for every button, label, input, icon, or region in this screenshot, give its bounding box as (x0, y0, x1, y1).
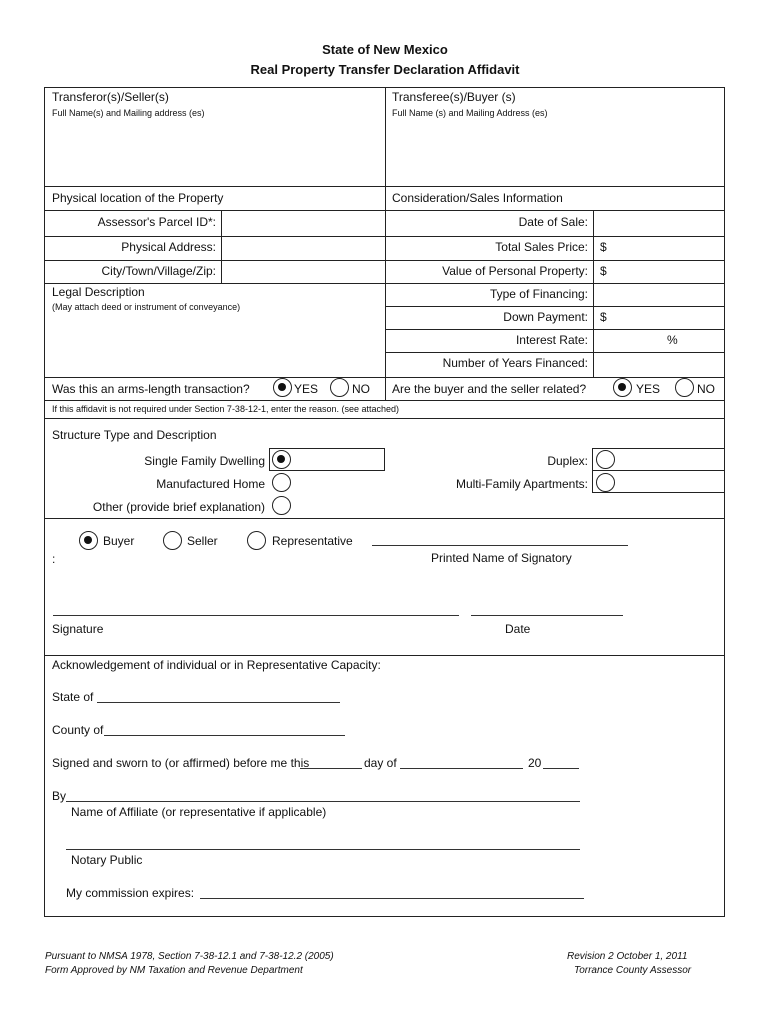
financing-type-label: Type of Financing: (489, 287, 588, 301)
seller-subtitle: Full Name(s) and Mailing address (es) (52, 108, 205, 118)
exemption-note: If this affidavit is not required under Section 7-38-12-1, enter the reason. (see attached) (52, 404, 400, 414)
county-of-label: County of (52, 723, 104, 737)
date-label: Date (505, 622, 531, 636)
sworn-year-field[interactable] (543, 768, 579, 769)
state-of-label: State of (52, 690, 94, 704)
financing-type-field[interactable] (595, 285, 723, 305)
related-no-radio[interactable] (675, 378, 694, 397)
radio-dot (84, 536, 92, 544)
total-sales-price-field[interactable]: $ (600, 240, 607, 254)
by-label: By (52, 789, 67, 803)
state-of-field[interactable] (97, 702, 340, 703)
divider (44, 210, 385, 211)
parcel-id-label: Assessor's Parcel ID*: (97, 215, 216, 229)
arms-length-yes-label: YES (294, 382, 319, 396)
arms-length-no-label: NO (352, 382, 370, 396)
related-yes-radio[interactable] (613, 378, 632, 397)
buyer-label: Buyer (103, 534, 135, 548)
legal-description-title: Legal Description (52, 285, 145, 299)
footer-approval: Form Approved by NM Taxation and Revenue Department (45, 965, 303, 976)
seller-label: Seller (187, 534, 218, 548)
printed-name-field[interactable] (372, 545, 628, 546)
down-payment-label: Down Payment: (503, 310, 588, 324)
commission-expires-field[interactable] (200, 898, 584, 899)
affiliate-label: Name of Affiliate (or representative if applicable) (71, 805, 327, 819)
duplex-label: Duplex: (547, 454, 588, 468)
interest-rate-label: Interest Rate: (515, 333, 588, 347)
divider (385, 260, 725, 261)
seller-title: Transferor(s)/Seller(s) (52, 90, 169, 104)
radio-dot (277, 455, 285, 463)
form-title: Real Property Transfer Declaration Affidavit (250, 62, 520, 77)
buyer-field[interactable] (387, 122, 723, 184)
printed-name-label: Printed Name of Signatory (431, 551, 572, 565)
arms-length-yes-radio[interactable] (273, 378, 292, 397)
years-financed-label: Number of Years Financed: (442, 356, 588, 370)
notary-public-field[interactable] (66, 849, 580, 850)
physical-address-field[interactable] (223, 238, 383, 259)
acknowledgement-text: Acknowledgement of individual or in Representative Capacity: (52, 658, 381, 672)
footer-statute: Pursuant to NMSA 1978, Section 7-38-12.1 and 7-38-12.2 (2005) (45, 951, 334, 962)
other-structure-radio[interactable] (272, 496, 291, 515)
representative-label: Representative (272, 534, 353, 548)
city-zip-field[interactable] (223, 262, 383, 282)
sworn-year-prefix: 20 (528, 756, 542, 770)
interest-rate-field[interactable]: % (667, 333, 678, 347)
date-of-sale-field[interactable] (595, 212, 723, 234)
single-family-radio[interactable] (272, 450, 291, 469)
arms-length-no-radio[interactable] (330, 378, 349, 397)
county-of-field[interactable] (104, 735, 345, 736)
physical-address-label: Physical Address: (121, 240, 216, 254)
signature-label: Signature (52, 622, 104, 636)
multi-family-label: Multi-Family Apartments: (455, 477, 588, 491)
manufactured-home-label: Manufactured Home (156, 477, 265, 491)
related-no-label: NO (697, 382, 715, 396)
divider (44, 236, 385, 237)
date-field[interactable] (471, 615, 623, 616)
divider (44, 418, 725, 419)
multi-family-radio[interactable] (596, 473, 615, 492)
footer-assessor: Torrance County Assessor (574, 965, 692, 976)
property-header: Physical location of the Property (52, 191, 224, 205)
buyer-subtitle: Full Name (s) and Mailing Address (es) (392, 108, 548, 118)
signatory-colon: : (52, 552, 56, 566)
legal-description-field[interactable] (46, 316, 383, 374)
years-financed-field[interactable] (595, 354, 723, 376)
sales-header: Consideration/Sales Information (392, 191, 563, 205)
commission-expires-label: My commission expires: (66, 886, 195, 900)
affiliate-field[interactable] (66, 801, 580, 802)
other-structure-label: Other (provide brief explanation) (92, 500, 265, 514)
seller-radio[interactable] (163, 531, 182, 550)
buyer-radio[interactable] (79, 531, 98, 550)
divider (385, 352, 725, 353)
divider (385, 87, 386, 400)
personal-property-label: Value of Personal Property: (442, 264, 588, 278)
radio-dot (618, 383, 626, 391)
buyer-title: Transferee(s)/Buyer (s) (392, 90, 516, 104)
signature-field[interactable] (53, 615, 459, 616)
representative-radio[interactable] (247, 531, 266, 550)
divider (44, 400, 725, 401)
sworn-text: Signed and sworn to (or affirmed) before me this (52, 756, 310, 770)
divider (385, 283, 725, 284)
radio-dot (278, 383, 286, 391)
divider (385, 236, 725, 237)
footer-revision: Revision 2 October 1, 2011 (567, 951, 688, 962)
date-of-sale-label: Date of Sale: (518, 215, 588, 229)
divider (44, 283, 385, 284)
down-payment-field[interactable]: $ (600, 310, 607, 324)
total-sales-price-label: Total Sales Price: (495, 240, 588, 254)
sworn-day-field[interactable] (300, 768, 362, 769)
arms-length-question: Was this an arms-length transaction? (52, 382, 250, 396)
personal-property-field[interactable]: $ (600, 264, 607, 278)
divider (44, 655, 725, 656)
duplex-radio[interactable] (596, 450, 615, 469)
notary-public-label: Notary Public (71, 853, 143, 867)
parcel-id-field[interactable] (223, 212, 383, 234)
legal-description-subtitle: (May attach deed or instrument of conveyance) (52, 302, 241, 312)
city-zip-label: City/Town/Village/Zip: (101, 264, 216, 278)
divider (385, 210, 725, 211)
sworn-day-of-text: day of (364, 756, 397, 770)
divider (593, 210, 594, 377)
manufactured-home-radio[interactable] (272, 473, 291, 492)
sworn-month-field[interactable] (400, 768, 523, 769)
seller-field[interactable] (46, 122, 383, 184)
form-title-state: State of New Mexico (322, 42, 448, 57)
divider (44, 518, 725, 519)
divider (44, 260, 385, 261)
divider (385, 329, 725, 330)
related-question: Are the buyer and the seller related? (392, 382, 587, 396)
divider (385, 306, 725, 307)
related-yes-label: YES (636, 382, 661, 396)
structure-header: Structure Type and Description (52, 428, 217, 442)
divider (221, 210, 222, 283)
single-family-label: Single Family Dwelling (144, 454, 265, 468)
